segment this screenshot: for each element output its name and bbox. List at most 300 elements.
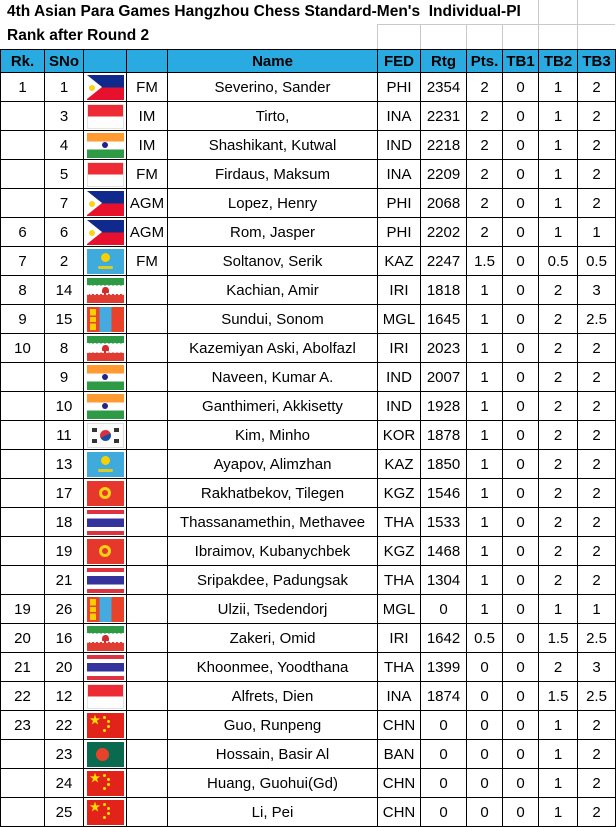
kor-flag-icon (87, 423, 124, 448)
tb2-cell: 1 (539, 711, 578, 740)
name-cell: Kim, Minho (168, 421, 378, 450)
name-cell: Li, Pei (168, 798, 378, 827)
sno-cell: 3 (45, 102, 84, 131)
tb3-cell: 2 (578, 160, 616, 189)
fed-cell: INA (378, 682, 421, 711)
rating-cell: 2231 (421, 102, 467, 131)
tb3-cell: 1 (578, 595, 616, 624)
gridline (577, 25, 578, 49)
fide-title-cell: AGM (127, 218, 168, 247)
ind-flag-icon (87, 133, 124, 158)
points-cell: 1 (467, 537, 503, 566)
rating-cell: 1874 (421, 682, 467, 711)
tb2-cell: 1 (539, 798, 578, 827)
tb3-cell: 2.5 (578, 682, 616, 711)
rank-cell: 21 (1, 653, 45, 682)
rank-cell (1, 740, 45, 769)
header-flag (84, 50, 127, 73)
sno-cell: 25 (45, 798, 84, 827)
name-cell: Khoonmee, Yoodthana (168, 653, 378, 682)
rank-cell: 20 (1, 624, 45, 653)
tb3-cell: 0.5 (578, 247, 616, 276)
iri-flag-icon (87, 278, 124, 303)
flag-cell (84, 769, 127, 798)
rating-cell: 2218 (421, 131, 467, 160)
tb3-cell: 2 (578, 421, 616, 450)
name-cell: Sundui, Sonom (168, 305, 378, 334)
points-cell: 0.5 (467, 624, 503, 653)
sno-cell: 23 (45, 740, 84, 769)
rating-cell: 1645 (421, 305, 467, 334)
fed-cell: KOR (378, 421, 421, 450)
name-cell: Huang, Guohui(Gd) (168, 769, 378, 798)
sno-cell: 21 (45, 566, 84, 595)
gridline (420, 25, 421, 49)
name-cell: Naveen, Kumar A. (168, 363, 378, 392)
sno-cell: 14 (45, 276, 84, 305)
tb2-cell: 1.5 (539, 682, 578, 711)
rating-cell: 2209 (421, 160, 467, 189)
table-row (1, 305, 616, 334)
tb3-cell: 1 (578, 218, 616, 247)
rating-cell: 0 (421, 769, 467, 798)
name-cell: Ulzii, Tsedendorj (168, 595, 378, 624)
gridline (538, 0, 539, 25)
fide-title-cell (127, 421, 168, 450)
points-cell: 1 (467, 566, 503, 595)
tb1-cell: 0 (503, 305, 539, 334)
rank-cell (1, 566, 45, 595)
sno-cell: 22 (45, 711, 84, 740)
tb2-cell: 1 (539, 189, 578, 218)
rating-cell: 1642 (421, 624, 467, 653)
fed-cell: KGZ (378, 537, 421, 566)
sno-cell: 6 (45, 218, 84, 247)
fide-title-cell (127, 479, 168, 508)
ban-flag-icon (87, 742, 124, 767)
fide-title-cell (127, 566, 168, 595)
sno-cell: 15 (45, 305, 84, 334)
points-cell: 1 (467, 392, 503, 421)
fed-cell: CHN (378, 769, 421, 798)
points-cell: 0 (467, 798, 503, 827)
tb3-cell: 2 (578, 392, 616, 421)
rank-cell (1, 798, 45, 827)
tb1-cell: 0 (503, 740, 539, 769)
tb1-cell: 0 (503, 73, 539, 102)
table-row (1, 334, 616, 363)
tb2-cell: 2 (539, 334, 578, 363)
fed-cell: IRI (378, 624, 421, 653)
points-cell: 1 (467, 363, 503, 392)
fed-cell: THA (378, 653, 421, 682)
points-cell: 2 (467, 218, 503, 247)
flag-cell (84, 247, 127, 276)
tb2-cell: 2 (539, 537, 578, 566)
rating-cell: 0 (421, 595, 467, 624)
flag-cell (84, 798, 127, 827)
fide-title-cell (127, 595, 168, 624)
name-cell: Lopez, Henry (168, 189, 378, 218)
rating-cell: 1850 (421, 450, 467, 479)
tb3-cell: 2 (578, 769, 616, 798)
title-area (0, 0, 615, 49)
tb3-cell: 2.5 (578, 305, 616, 334)
tb2-cell: 2 (539, 363, 578, 392)
flag-cell (84, 537, 127, 566)
sno-cell: 13 (45, 450, 84, 479)
points-cell: 1 (467, 508, 503, 537)
fed-cell: THA (378, 508, 421, 537)
tb2-cell: 2 (539, 392, 578, 421)
fide-title-cell (127, 769, 168, 798)
rank-cell (1, 131, 45, 160)
name-cell: Alfrets, Dien (168, 682, 378, 711)
rating-cell: 1399 (421, 653, 467, 682)
points-cell: 1 (467, 276, 503, 305)
points-cell: 1 (467, 450, 503, 479)
rating-cell: 1818 (421, 276, 467, 305)
fide-title-cell: IM (127, 131, 168, 160)
fide-title-cell (127, 798, 168, 827)
rank-cell (1, 479, 45, 508)
fide-title-cell (127, 537, 168, 566)
phi-flag-icon (87, 191, 124, 216)
table-row (1, 537, 616, 566)
table-row (1, 682, 616, 711)
table-row (1, 131, 616, 160)
phi-flag-icon (87, 220, 124, 245)
rating-cell: 2007 (421, 363, 467, 392)
tb1-cell: 0 (503, 624, 539, 653)
table-row (1, 363, 616, 392)
chn-flag-icon (87, 771, 124, 796)
fed-cell: IND (378, 363, 421, 392)
sno-cell: 12 (45, 682, 84, 711)
rating-cell: 1533 (421, 508, 467, 537)
tb3-cell: 2 (578, 566, 616, 595)
sno-cell: 17 (45, 479, 84, 508)
points-cell: 0 (467, 653, 503, 682)
iri-flag-icon (87, 336, 124, 361)
tb1-cell: 0 (503, 102, 539, 131)
header-fed: FED (378, 50, 421, 73)
rank-cell: 19 (1, 595, 45, 624)
name-cell: Ganthimeri, Akkisetty (168, 392, 378, 421)
rating-cell: 2068 (421, 189, 467, 218)
tb1-cell: 0 (503, 450, 539, 479)
rank-cell (1, 189, 45, 218)
mgl-flag-icon (87, 597, 124, 622)
name-cell: Shashikant, Kutwal (168, 131, 378, 160)
tb2-cell: 2 (539, 450, 578, 479)
table-row (1, 421, 616, 450)
fed-cell: CHN (378, 711, 421, 740)
name-cell: Zakeri, Omid (168, 624, 378, 653)
kaz-flag-icon (87, 452, 124, 477)
sno-cell: 10 (45, 392, 84, 421)
tb3-cell: 2 (578, 537, 616, 566)
tb3-cell: 2 (578, 189, 616, 218)
tb1-cell: 0 (503, 769, 539, 798)
points-cell: 1 (467, 479, 503, 508)
tb2-cell: 1 (539, 595, 578, 624)
flag-cell (84, 595, 127, 624)
gridline (466, 25, 467, 49)
header-tb1: TB1 (503, 50, 539, 73)
tha-flag-icon (87, 510, 124, 535)
tb3-cell: 2 (578, 450, 616, 479)
flag-cell (84, 421, 127, 450)
fide-title-cell: IM (127, 102, 168, 131)
name-cell: Ayapov, Alimzhan (168, 450, 378, 479)
flag-cell (84, 334, 127, 363)
tb1-cell: 0 (503, 363, 539, 392)
points-cell: 0 (467, 711, 503, 740)
sno-cell: 16 (45, 624, 84, 653)
tb1-cell: 0 (503, 421, 539, 450)
fed-cell: IRI (378, 276, 421, 305)
tb1-cell: 0 (503, 595, 539, 624)
rank-cell (1, 392, 45, 421)
points-cell: 1 (467, 305, 503, 334)
name-cell: Tirto, (168, 102, 378, 131)
points-cell: 1.5 (467, 247, 503, 276)
fide-title-cell (127, 450, 168, 479)
tb2-cell: 2 (539, 508, 578, 537)
flag-cell (84, 102, 127, 131)
rank-cell (1, 160, 45, 189)
fide-title-cell: FM (127, 73, 168, 102)
tb2-cell: 1 (539, 769, 578, 798)
tb3-cell: 2 (578, 711, 616, 740)
tb1-cell: 0 (503, 653, 539, 682)
kgz-flag-icon (87, 481, 124, 506)
flag-cell (84, 218, 127, 247)
fide-title-cell (127, 305, 168, 334)
name-cell: Kachian, Amir (168, 276, 378, 305)
rank-cell: 9 (1, 305, 45, 334)
ina-flag-icon (87, 162, 124, 187)
rating-cell: 0 (421, 711, 467, 740)
tb2-cell: 0.5 (539, 247, 578, 276)
chn-flag-icon (87, 713, 124, 738)
table-row (1, 508, 616, 537)
sno-cell: 26 (45, 595, 84, 624)
fed-cell: THA (378, 566, 421, 595)
tb3-cell: 2 (578, 131, 616, 160)
fed-cell: PHI (378, 73, 421, 102)
rating-cell: 0 (421, 798, 467, 827)
header-row (1, 50, 616, 73)
tb3-cell: 2 (578, 508, 616, 537)
tb2-cell: 1 (539, 160, 578, 189)
gridline (377, 24, 615, 25)
flag-cell (84, 363, 127, 392)
rating-cell: 1468 (421, 537, 467, 566)
fide-title-cell (127, 653, 168, 682)
table-row (1, 740, 616, 769)
tb1-cell: 0 (503, 334, 539, 363)
rank-cell: 1 (1, 73, 45, 102)
name-cell: Hossain, Basir Al (168, 740, 378, 769)
tb1-cell: 0 (503, 276, 539, 305)
flag-cell (84, 711, 127, 740)
table-row (1, 624, 616, 653)
flag-cell (84, 131, 127, 160)
tb2-cell: 2 (539, 276, 578, 305)
kgz-flag-icon (87, 539, 124, 564)
rating-cell: 2247 (421, 247, 467, 276)
tb2-cell: 2 (539, 305, 578, 334)
tb2-cell: 1 (539, 740, 578, 769)
tb1-cell: 0 (503, 247, 539, 276)
flag-cell (84, 653, 127, 682)
header-tb2: TB2 (539, 50, 578, 73)
fide-title-cell (127, 711, 168, 740)
tb1-cell: 0 (503, 798, 539, 827)
table-row (1, 392, 616, 421)
fed-cell: CHN (378, 798, 421, 827)
points-cell: 2 (467, 131, 503, 160)
phi-flag-icon (87, 75, 124, 100)
rank-cell: 6 (1, 218, 45, 247)
table-row (1, 653, 616, 682)
rank-cell (1, 102, 45, 131)
fide-title-cell: AGM (127, 189, 168, 218)
tb1-cell: 0 (503, 537, 539, 566)
rating-cell: 0 (421, 740, 467, 769)
tb1-cell: 0 (503, 392, 539, 421)
tb3-cell: 2 (578, 798, 616, 827)
iri-flag-icon (87, 626, 124, 651)
table-row (1, 218, 616, 247)
fide-title-cell (127, 392, 168, 421)
tb2-cell: 1 (539, 73, 578, 102)
rating-cell: 1546 (421, 479, 467, 508)
rating-cell: 2354 (421, 73, 467, 102)
sno-cell: 8 (45, 334, 84, 363)
table-row (1, 595, 616, 624)
table-row (1, 276, 616, 305)
flag-cell (84, 566, 127, 595)
rank-cell (1, 421, 45, 450)
points-cell: 2 (467, 160, 503, 189)
mgl-flag-icon (87, 307, 124, 332)
flag-cell (84, 305, 127, 334)
tb3-cell: 3 (578, 653, 616, 682)
sno-cell: 1 (45, 73, 84, 102)
rank-cell (1, 363, 45, 392)
fed-cell: MGL (378, 305, 421, 334)
table-row (1, 798, 616, 827)
flag-cell (84, 276, 127, 305)
points-cell: 1 (467, 334, 503, 363)
standings-table (0, 49, 616, 827)
flag-cell (84, 160, 127, 189)
tb1-cell: 0 (503, 566, 539, 595)
ina-flag-icon (87, 104, 124, 129)
rating-cell: 2023 (421, 334, 467, 363)
sno-cell: 4 (45, 131, 84, 160)
tb2-cell: 2 (539, 566, 578, 595)
tb2-cell: 2 (539, 421, 578, 450)
tb3-cell: 2 (578, 334, 616, 363)
header-title (127, 50, 168, 73)
rating-cell: 1304 (421, 566, 467, 595)
fide-title-cell: FM (127, 247, 168, 276)
table-row (1, 160, 616, 189)
table-row (1, 247, 616, 276)
sno-cell: 20 (45, 653, 84, 682)
tb2-cell: 1 (539, 102, 578, 131)
tb1-cell: 0 (503, 131, 539, 160)
tournament-title: 4th Asian Para Games Hangzhou Chess Standard-Men's Individual-PI (7, 3, 521, 20)
points-cell: 0 (467, 769, 503, 798)
points-cell: 0 (467, 740, 503, 769)
standings-table-body (1, 73, 616, 827)
kaz-flag-icon (87, 249, 124, 274)
gridline (538, 25, 539, 49)
tb1-cell: 0 (503, 189, 539, 218)
tb1-cell: 0 (503, 479, 539, 508)
table-row (1, 769, 616, 798)
gridline (377, 25, 378, 49)
fed-cell: INA (378, 160, 421, 189)
table-row (1, 189, 616, 218)
table-row (1, 479, 616, 508)
tb3-cell: 2 (578, 363, 616, 392)
flag-cell (84, 392, 127, 421)
ind-flag-icon (87, 394, 124, 419)
name-cell: Firdaus, Maksum (168, 160, 378, 189)
tb1-cell: 0 (503, 682, 539, 711)
fed-cell: IND (378, 131, 421, 160)
fed-cell: MGL (378, 595, 421, 624)
rank-cell: 7 (1, 247, 45, 276)
sno-cell: 19 (45, 537, 84, 566)
tb3-cell: 2 (578, 479, 616, 508)
points-cell: 2 (467, 102, 503, 131)
name-cell: Rakhatbekov, Tilegen (168, 479, 378, 508)
table-row (1, 102, 616, 131)
name-cell: Sripakdee, Padungsak (168, 566, 378, 595)
fide-title-cell (127, 508, 168, 537)
name-cell: Guo, Runpeng (168, 711, 378, 740)
points-cell: 0 (467, 682, 503, 711)
sno-cell: 7 (45, 189, 84, 218)
rating-cell: 1928 (421, 392, 467, 421)
tb1-cell: 0 (503, 160, 539, 189)
table-row (1, 566, 616, 595)
sno-cell: 9 (45, 363, 84, 392)
name-cell: Ibraimov, Kubanychbek (168, 537, 378, 566)
table-row (1, 73, 616, 102)
fide-title-cell (127, 363, 168, 392)
tb2-cell: 1 (539, 218, 578, 247)
flag-cell (84, 508, 127, 537)
flag-cell (84, 479, 127, 508)
name-cell: Soltanov, Serik (168, 247, 378, 276)
sno-cell: 5 (45, 160, 84, 189)
fed-cell: KAZ (378, 450, 421, 479)
chn-flag-icon (87, 800, 124, 825)
tha-flag-icon (87, 655, 124, 680)
rank-cell (1, 450, 45, 479)
rank-cell: 23 (1, 711, 45, 740)
header-tb3: TB3 (578, 50, 616, 73)
points-cell: 1 (467, 421, 503, 450)
